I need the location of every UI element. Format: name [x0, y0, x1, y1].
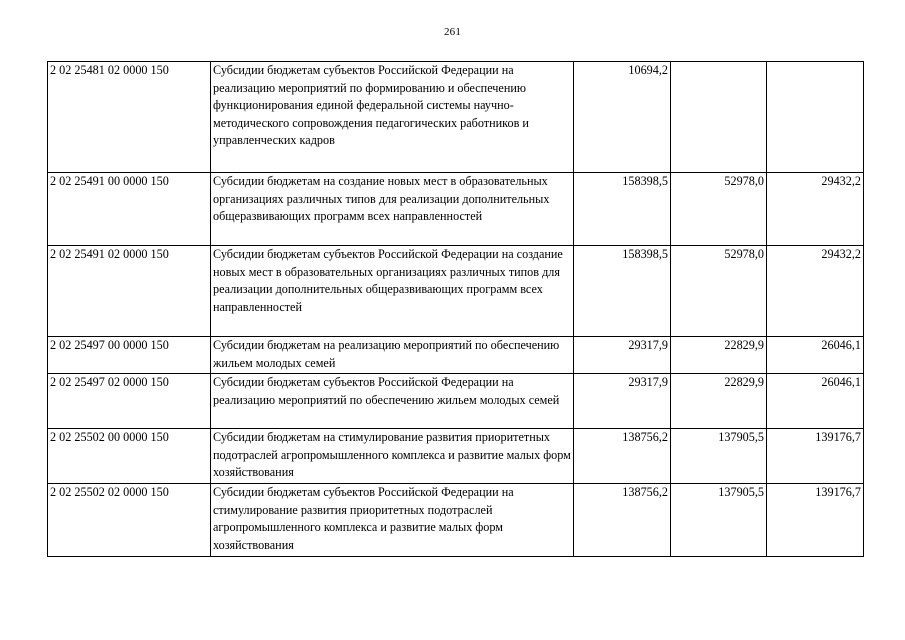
table-row — [48, 173, 864, 246]
value-cell-1: 158398,5 — [574, 246, 671, 337]
value-cell-2: 52978,0 — [671, 173, 767, 246]
table-row — [48, 374, 864, 429]
value-cell-3: 139176,7 — [767, 484, 864, 557]
table-row — [48, 484, 864, 557]
value-cell-1: 29317,9 — [574, 337, 671, 374]
table-row — [48, 429, 864, 484]
table-row — [48, 337, 864, 374]
budget-table — [47, 61, 864, 557]
income-name-cell: Субсидии бюджетам на стимулирование развития приоритетных подотраслей агропромышленного комплекса и развитие малых форм хозяйствования — [211, 429, 574, 484]
budget-code-cell: 2 02 25491 00 0000 150 — [48, 173, 211, 246]
value-cell-3: 139176,7 — [767, 429, 864, 484]
income-name-cell: Субсидии бюджетам на реализацию мероприятий по обеспечению жильем молодых семей — [211, 337, 574, 374]
value-cell-3: 29432,2 — [767, 246, 864, 337]
value-cell-2: 22829,9 — [671, 337, 767, 374]
value-cell-1: 29317,9 — [574, 374, 671, 429]
budget-code-cell: 2 02 25502 02 0000 150 — [48, 484, 211, 557]
income-name-cell: Субсидии бюджетам субъектов Российской Федерации на стимулирование развития приоритетных подотраслей агропромышленного комплекса и развитие малых форм хозяйствования — [211, 484, 574, 557]
value-cell-3: 29432,2 — [767, 173, 864, 246]
table-row — [48, 246, 864, 337]
income-name-cell: Субсидии бюджетам субъектов Российской Федерации на создание новых мест в образовательных организациях различных типов для реализации дополнительных общеразвивающих программ всех направленностей — [211, 246, 574, 337]
income-name-cell: Субсидии бюджетам на создание новых мест в образовательных организациях различных типов для реализации дополнительных общеразвивающих программ всех направленностей — [211, 173, 574, 246]
budget-code-cell: 2 02 25497 02 0000 150 — [48, 374, 211, 429]
value-cell-1: 158398,5 — [574, 173, 671, 246]
value-cell-1: 138756,2 — [574, 429, 671, 484]
budget-code-cell: 2 02 25491 02 0000 150 — [48, 246, 211, 337]
income-name-cell: Субсидии бюджетам субъектов Российской Федерации на реализацию мероприятий по обеспечению жильем молодых семей — [211, 374, 574, 429]
value-cell-3 — [767, 62, 864, 173]
page-number: 261 — [443, 26, 462, 38]
income-name-cell: Субсидии бюджетам субъектов Российской Федерации на реализацию мероприятий по формированию и обеспечению функционирования единой федеральной системы научно-методического сопровождения педагогических работников и управленческих кадров — [211, 62, 574, 173]
value-cell-3: 26046,1 — [767, 337, 864, 374]
value-cell-3: 26046,1 — [767, 374, 864, 429]
budget-code-cell: 2 02 25481 02 0000 150 — [48, 62, 211, 173]
value-cell-2: 52978,0 — [671, 246, 767, 337]
budget-code-cell: 2 02 25497 00 0000 150 — [48, 337, 211, 374]
value-cell-2: 137905,5 — [671, 429, 767, 484]
value-cell-1: 138756,2 — [574, 484, 671, 557]
value-cell-1: 10694,2 — [574, 62, 671, 173]
value-cell-2 — [671, 62, 767, 173]
budget-code-cell: 2 02 25502 00 0000 150 — [48, 429, 211, 484]
value-cell-2: 22829,9 — [671, 374, 767, 429]
table-row — [48, 62, 864, 173]
value-cell-2: 137905,5 — [671, 484, 767, 557]
